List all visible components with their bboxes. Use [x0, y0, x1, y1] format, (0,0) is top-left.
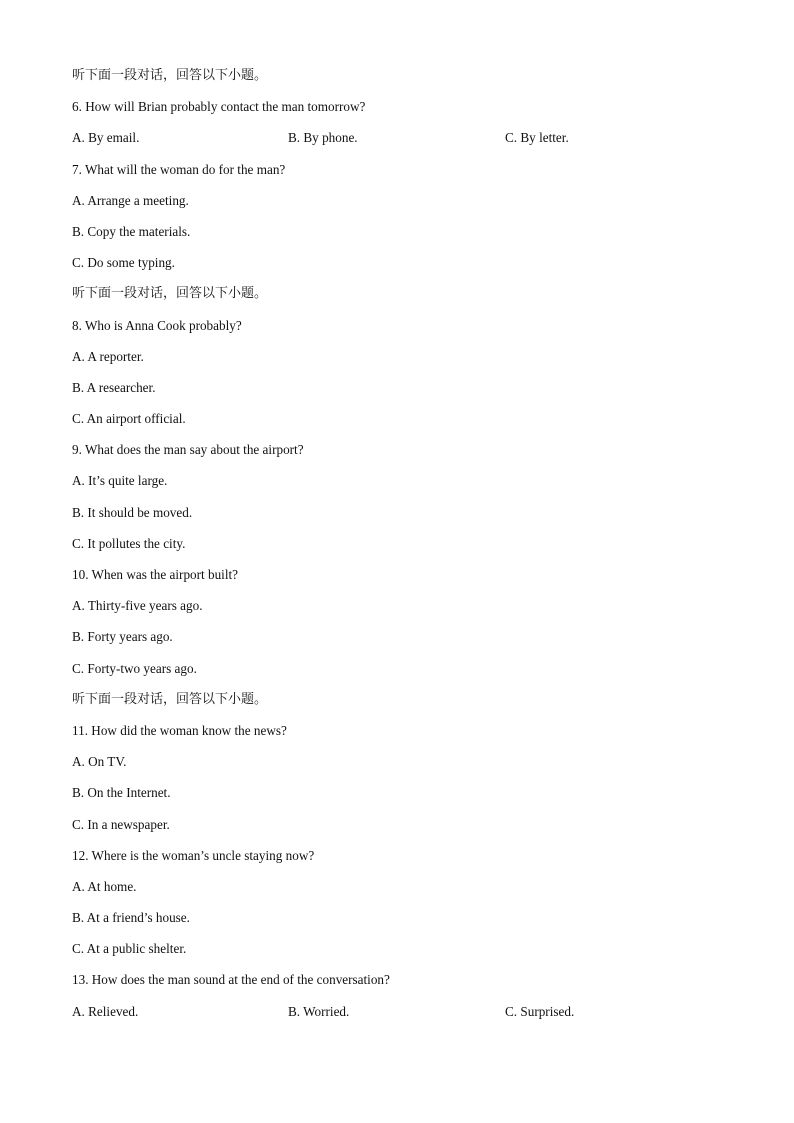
option-a: A. At home. — [72, 878, 137, 894]
option-a: A. By email. — [72, 130, 140, 146]
option-c: C. An airport official. — [72, 411, 186, 427]
question-6: 6. How will Brian probably contact the man tomorrow? — [72, 99, 366, 115]
section-instruction: 听下面一段对话，回答以下小题。 — [72, 691, 268, 707]
option-a: A. Thirty-five years ago. — [72, 598, 203, 614]
option-b: B. A researcher. — [72, 379, 156, 395]
option-b: B. On the Internet. — [72, 785, 171, 801]
option-c: C. In a newspaper. — [72, 816, 170, 832]
option-a: A. On TV. — [72, 754, 127, 770]
option-c: C. It pollutes the city. — [72, 535, 186, 551]
option-b: B. Worried. — [288, 1003, 350, 1019]
question-13-options — [72, 1001, 732, 1032]
option-b: B. By phone. — [288, 130, 358, 146]
option-b: B. Copy the materials. — [72, 223, 191, 239]
question-6-options — [72, 127, 732, 158]
question-12: 12. Where is the woman’s uncle staying now? — [72, 847, 315, 863]
option-b: B. At a friend’s house. — [72, 910, 190, 926]
question-8: 8. Who is Anna Cook probably? — [72, 317, 242, 333]
question-9: 9. What does the man say about the airport? — [72, 442, 304, 458]
option-a: A. A reporter. — [72, 348, 144, 364]
section-instruction: 听下面一段对话，回答以下小题。 — [72, 68, 268, 83]
question-13: 13. How does the man sound at the end of the conversation? — [72, 972, 390, 988]
option-a: A. Arrange a meeting. — [72, 192, 189, 208]
option-b: B. Forty years ago. — [72, 629, 173, 645]
option-a: A. It’s quite large. — [72, 473, 168, 489]
question-10: 10. When was the airport built? — [72, 567, 239, 582]
option-a: A. Relieved. — [72, 1003, 139, 1019]
option-c: C. At a public shelter. — [72, 941, 187, 957]
option-c: C. By letter. — [505, 130, 569, 146]
option-c: C. Surprised. — [505, 1003, 575, 1019]
option-b: B. It should be moved. — [72, 504, 193, 520]
section-instruction: 听下面一段对话，回答以下小题。 — [72, 286, 268, 302]
option-c: C. Forty-two years ago. — [72, 660, 197, 676]
question-11: 11. How did the woman know the news? — [72, 722, 287, 738]
option-c: C. Do some typing. — [72, 255, 175, 271]
question-7: 7. What will the woman do for the man? — [72, 161, 286, 177]
listening-section — [72, 65, 732, 1032]
